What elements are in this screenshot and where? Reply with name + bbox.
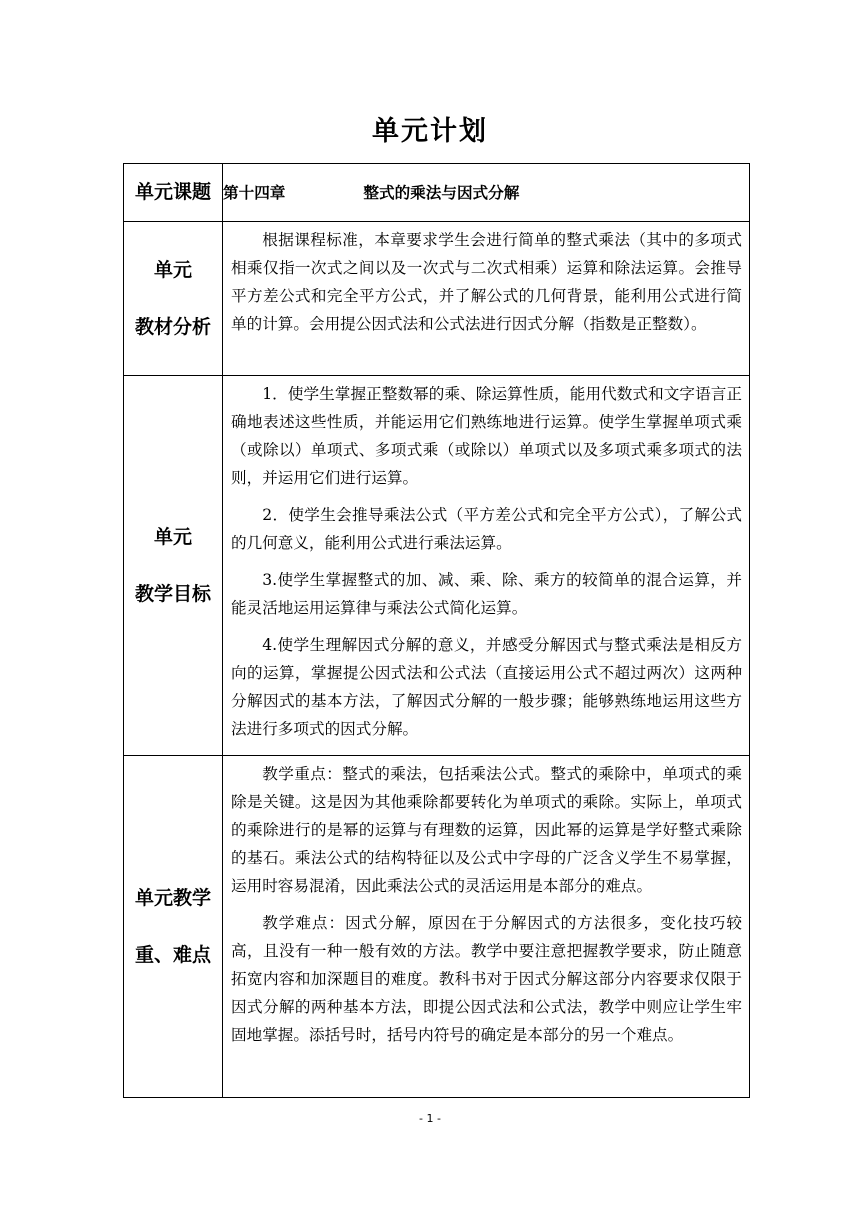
label-keypoints-line2: 重、难点	[134, 943, 211, 966]
unit-plan-table	[123, 163, 750, 1098]
page-number: - 1 -	[419, 1112, 441, 1125]
keypoints-content	[223, 756, 750, 1098]
table-row-keypoints	[124, 756, 750, 1098]
label-objectives	[124, 376, 223, 756]
objective-3: 3.使学生掌握整式的加、减、乘、除、乘方的较简单的混合运算，并能灵活地运用运算律与乘法公式简化运算。	[231, 571, 742, 617]
label-keypoints-line1: 单元教学	[134, 886, 211, 909]
objective-4: 4.使学生理解因式分解的意义，并感受分解因式与整式乘法是相反方向的运算，掌握提公因式法和公式法（直接运用公式不超过两次）这两种分解因式的基本方法，了解因式分解的一般步骤；能够熟练地运用这些方法进行多项式的因式分解。	[231, 636, 742, 738]
label-topic: 单元课题	[124, 164, 223, 222]
label-keypoints	[124, 756, 223, 1098]
label-analysis-line2: 教材分析	[134, 315, 211, 338]
label-objectives-line1: 单元	[153, 525, 192, 548]
difficult-points-paragraph: 教学难点：因式分解，原因在于分解因式的方法很多，变化技巧较高，且没有一种一般有效的方法。教学中要注意把握教学要求，防止随意拓宽内容和加深题目的难度。教科书对于因式分解这部分内容要求仅限于因式分解的两种基本方法，即提公因式法和公式法，教学中则应让学生牢固地掌握。添括号时，括号内符号的确定是本部分的另一个难点。	[231, 914, 742, 1044]
label-objectives-line2: 教学目标	[134, 582, 211, 605]
chapter-number: 第十四章	[223, 183, 286, 202]
label-analysis	[124, 222, 223, 376]
table-row-analysis	[124, 222, 750, 376]
page-title: 单元计划	[372, 116, 488, 147]
table-row-topic	[124, 164, 750, 222]
objectives-content	[223, 376, 750, 756]
objective-2: 2．使学生会推导乘法公式（平方差公式和完全平方公式），了解公式的几何意义，能利用公式进行乘法运算。	[231, 506, 742, 552]
analysis-paragraph: 根据课程标准，本章要求学生会进行简单的整式乘法（其中的多项式相乘仅指一次式之间以及一次式与二次式相乘）运算和除法运算。会推导平方差公式和完全平方公式，并了解公式的几何背景，能利用公式进行简单的计算。会用提公因式法和公式法进行因式分解（指数是正整数）。	[231, 231, 742, 333]
topic-cell	[223, 164, 750, 222]
label-analysis-line1: 单元	[153, 258, 192, 281]
table-row-objectives	[124, 376, 750, 756]
key-points-paragraph: 教学重点：整式的乘法，包括乘法公式。整式的乘除中，单项式的乘除是关键。这是因为其他乘除都要转化为单项式的乘除。实际上，单项式的乘除进行的是幂的运算与有理数的运算，因此幂的运算是学好整式乘除的基石。乘法公式的结构特征以及公式中字母的广泛含义学生不易掌握，运用时容易混淆，因此乘法公式的灵活运用是本部分的难点。	[231, 765, 742, 895]
analysis-content	[223, 222, 750, 376]
objective-1: 1．使学生掌握正整数幂的乘、除运算性质，能用代数式和文字语言正确地表述这些性质，并能运用它们熟练地进行运算。使学生掌握单项式乘（或除以）单项式、多项式乘（或除以）单项式以及多项式乘多项式的法则，并运用它们进行运算。	[231, 385, 742, 487]
chapter-name: 整式的乘法与因式分解	[363, 183, 520, 202]
